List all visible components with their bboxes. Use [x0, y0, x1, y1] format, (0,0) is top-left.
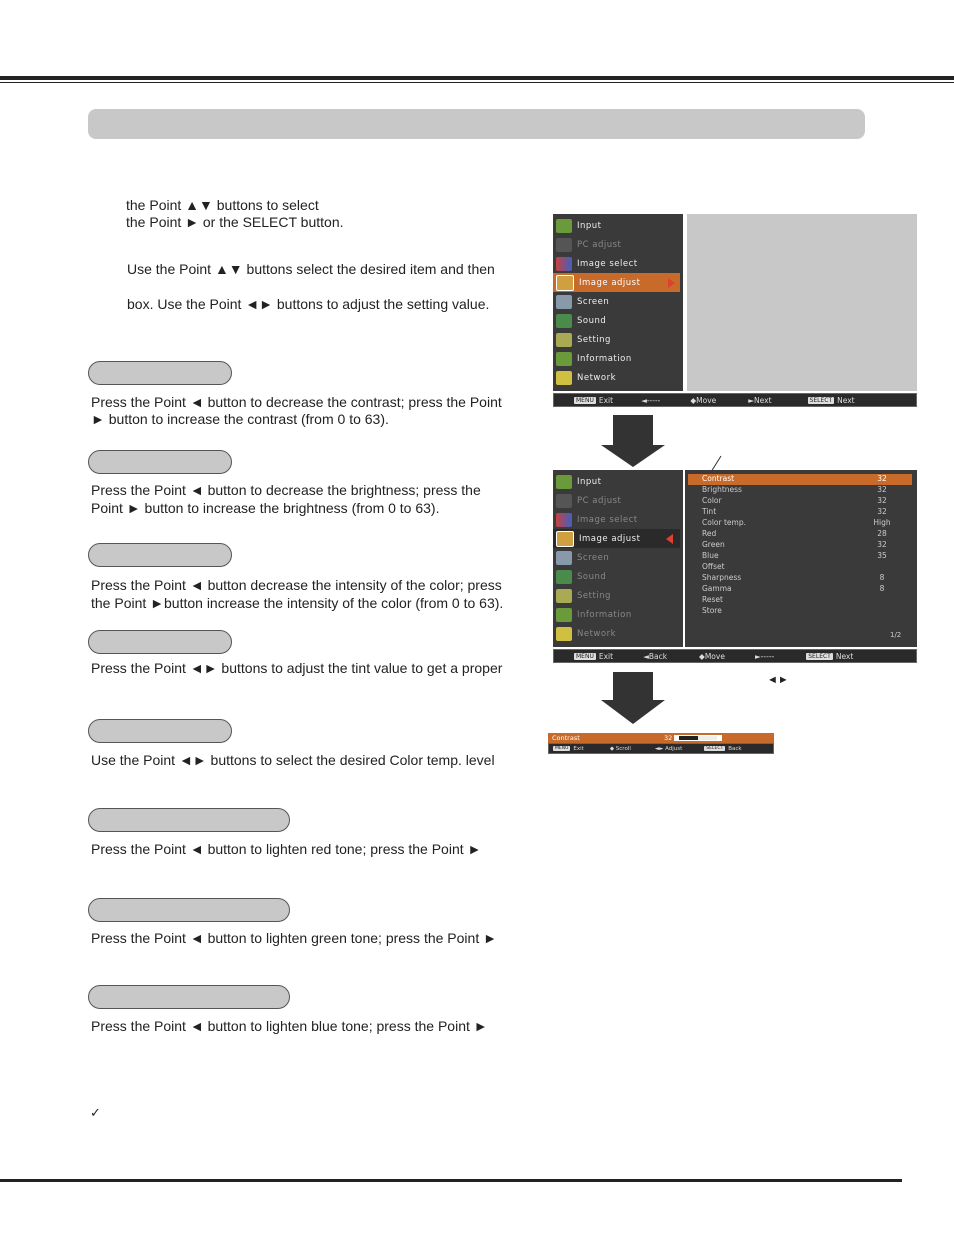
select-key-label: SELECT [706, 746, 724, 751]
brightness-text-2: Point ► button to increase the brightness (from 0 to 63). [91, 500, 440, 516]
exit-label: Exit [598, 651, 614, 661]
menu-key-label: MENU [555, 746, 569, 751]
down-arrow-2-shaft [613, 672, 653, 700]
section-title-bar [88, 109, 865, 139]
osd-sub-back-arrow-icon [666, 534, 673, 544]
osd-row-brightness[interactable]: Brightness 32 [702, 485, 887, 494]
osd-sub-menu [553, 470, 917, 664]
green-text-1: Press the Point ◄ button to lighten green tone; press the Point ► [91, 930, 497, 946]
osd-main-item-image-adjust[interactable]: Image adjust [553, 273, 680, 292]
information-icon [556, 608, 572, 622]
osd-sub-item-setting[interactable]: Setting [553, 586, 680, 605]
osd-row-green[interactable]: Green 32 [702, 540, 887, 549]
osd-sub-page-indicator: 1/2 [890, 631, 902, 639]
osd-row-red[interactable]: Red 28 [702, 529, 887, 538]
osd-sub-item-network[interactable]: Network [553, 624, 680, 643]
tint-heading-pill [88, 630, 232, 654]
scroll-label: ◆ Scroll [609, 745, 631, 752]
color-text-2: the Point ►button increase the intensity of the color (from 0 to 63). [91, 595, 504, 611]
blue-text-1: Press the Point ◄ button to lighten blue tone; press the Point ► [91, 1018, 488, 1034]
green-heading-pill [88, 898, 290, 922]
adjust-bar-fill [679, 736, 698, 740]
next-label: Next [835, 651, 854, 661]
exit-label: Exit [598, 395, 614, 405]
adjust-bar-right-cap [718, 735, 722, 741]
step2-line2: box. Use the Point ◄► buttons to adjust the setting value. [127, 296, 490, 312]
screen-icon [556, 551, 572, 565]
osd-main-content-area [687, 214, 917, 391]
osd-row-gamma[interactable]: Gamma 8 [702, 584, 885, 593]
osd-main-menu [553, 214, 917, 408]
osd-row-sharpness[interactable]: Sharpness 8 [702, 573, 885, 582]
down-arrow-1-icon [601, 445, 665, 467]
step1-line1: the Point ▲▼ buttons to select [126, 197, 319, 213]
step1-line2: the Point ► or the SELECT button. [126, 214, 344, 230]
adjust-label: ◄► Adjust [654, 745, 683, 752]
information-icon [556, 352, 572, 366]
adjust-bar-track[interactable] [678, 735, 718, 741]
brightness-heading-pill [88, 450, 232, 474]
osd-adjust-bar [548, 733, 774, 755]
next-label: ►Next [748, 395, 772, 405]
osd-main-item-screen[interactable]: Screen [553, 292, 680, 311]
osd-row-store[interactable]: Store [702, 606, 722, 615]
pc-adjust-icon [556, 494, 572, 508]
adjust-bar-header [548, 733, 774, 743]
step2-line1: Use the Point ▲▼ buttons select the desired item and then [127, 261, 495, 277]
image-select-icon [556, 257, 572, 271]
down-arrow-2-icon [601, 700, 665, 724]
arrows-label: ◄► [767, 674, 789, 686]
bottom-rule [0, 1179, 902, 1182]
next-disabled-label: ►----- [754, 651, 775, 661]
move-label: ◆Move [690, 395, 717, 405]
osd-row-reset[interactable]: Reset [702, 595, 723, 604]
osd-main-sidebar [553, 214, 683, 391]
screen-icon [556, 295, 572, 309]
osd-row-offset[interactable]: Offset [702, 562, 725, 571]
contrast-heading-pill [88, 361, 232, 385]
osd-main-item-image-select[interactable]: Image select [553, 254, 680, 273]
image-adjust-icon [556, 275, 574, 291]
color-text-1: Press the Point ◄ button decrease the intensity of the color; press [91, 577, 502, 593]
red-text-1: Press the Point ◄ button to lighten red tone; press the Point ► [91, 841, 482, 857]
back-label: Back [728, 745, 742, 752]
osd-row-color[interactable]: Color 32 [702, 496, 887, 505]
setting-icon [556, 333, 572, 347]
exit-label: Exit [573, 745, 584, 752]
osd-row-tint[interactable]: Tint 32 [702, 507, 887, 516]
tint-text-1: Press the Point ◄► buttons to adjust the tint value to get a proper [91, 660, 503, 676]
top-rule-thin [0, 82, 954, 83]
top-rule [0, 76, 954, 80]
osd-main-item-network[interactable]: Network [553, 368, 680, 387]
osd-sub-item-screen[interactable]: Screen [553, 548, 680, 567]
osd-sub-content [685, 470, 917, 647]
osd-main-item-information[interactable]: Information [553, 349, 680, 368]
osd-sub-item-image-select[interactable]: Image select [553, 510, 680, 529]
osd-sub-item-image-adjust[interactable]: Image adjust [553, 529, 680, 548]
move-label: ◆Move [699, 651, 725, 661]
contrast-text-1: Press the Point ◄ button to decrease the contrast; press the Point [91, 394, 502, 410]
network-icon [556, 627, 572, 641]
down-arrow-1-shaft [613, 415, 653, 445]
contrast-text-2: ► button to increase the contrast (from 0 to 63). [91, 411, 389, 427]
adjust-bar-label: Contrast [552, 734, 580, 742]
osd-row-blue[interactable]: Blue 35 [702, 551, 887, 560]
back-label: ◄Back [643, 651, 668, 661]
adjust-bar-value: 32 [664, 734, 673, 742]
sound-icon [556, 570, 572, 584]
pc-adjust-icon [556, 238, 572, 252]
osd-main-item-input[interactable]: Input [553, 216, 680, 235]
menu-key-label: MENU [576, 652, 594, 660]
osd-main-item-sound[interactable]: Sound [553, 311, 680, 330]
adjust-bar-statusbar [548, 743, 774, 754]
select-key-label: SELECT [809, 396, 833, 404]
back-label: ◄----- [641, 395, 661, 405]
osd-sub-item-input[interactable]: Input [553, 472, 680, 491]
color-heading-pill [88, 543, 232, 567]
menu-key-label: MENU [576, 396, 594, 404]
color-temp-text-1: Use the Point ◄► buttons to select the desired Color temp. level [91, 752, 495, 768]
select-key-label: SELECT [808, 652, 831, 660]
input-icon [556, 475, 572, 489]
osd-main-active-arrow-icon [668, 278, 675, 288]
color-temp-heading-pill [88, 719, 232, 743]
osd-sub-statusbar [553, 649, 917, 663]
osd-row-color-temp[interactable]: Color temp. High [702, 518, 891, 527]
image-select-icon [556, 513, 572, 527]
network-icon [556, 371, 572, 385]
blue-heading-pill [88, 985, 290, 1009]
osd-main-item-pc-adjust[interactable]: PC adjust [553, 235, 680, 254]
sound-icon [556, 314, 572, 328]
osd-sub-item-pc-adjust[interactable]: PC adjust [553, 491, 680, 510]
osd-sub-item-information[interactable]: Information [553, 605, 680, 624]
input-icon [556, 219, 572, 233]
osd-sub-item-sound[interactable]: Sound [553, 567, 680, 586]
image-adjust-icon [556, 531, 574, 547]
osd-main-statusbar [553, 393, 917, 407]
note-checkmark: ✓ [90, 1105, 101, 1120]
osd-main-item-setting[interactable]: Setting [553, 330, 680, 349]
brightness-text-1: Press the Point ◄ button to decrease the brightness; press the [91, 482, 481, 498]
osd-row-contrast[interactable]: Contrast 32 [688, 474, 912, 485]
next-label-2: Next [837, 395, 855, 405]
setting-icon [556, 589, 572, 603]
red-heading-pill [88, 808, 290, 832]
osd-sub-sidebar [553, 470, 683, 647]
